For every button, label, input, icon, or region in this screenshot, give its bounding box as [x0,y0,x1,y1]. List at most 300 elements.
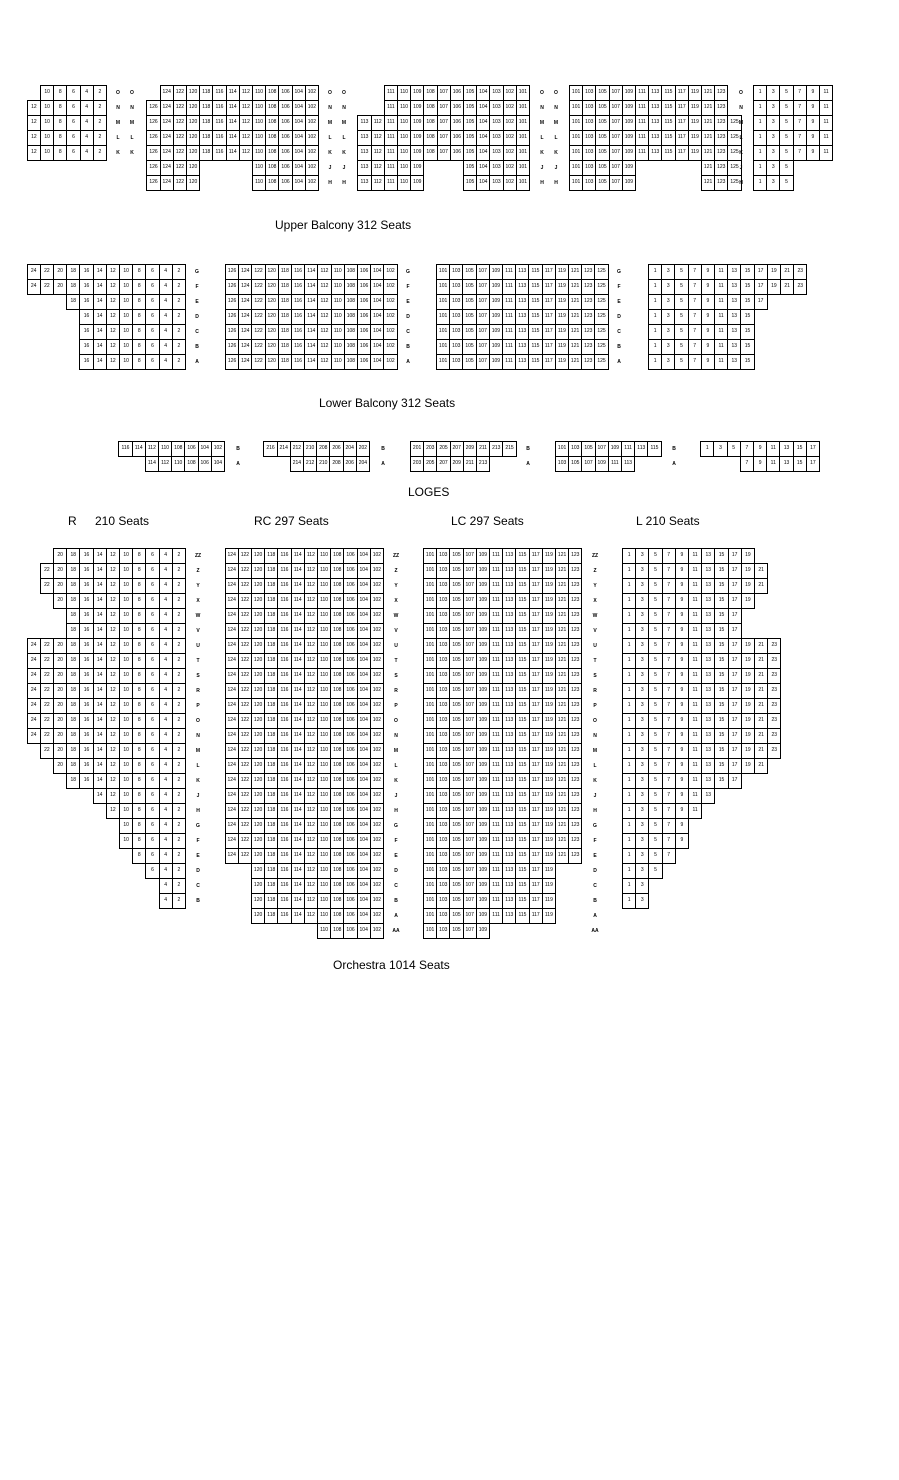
seat[interactable]: 105 [449,893,463,909]
seat[interactable]: 124 [225,593,239,609]
seat[interactable]: 13 [779,441,793,457]
seat[interactable]: 123 [714,85,728,101]
seat[interactable]: 124 [225,698,239,714]
seat[interactable]: 112 [239,100,253,116]
seat[interactable]: 21 [754,743,768,759]
seat[interactable]: 5 [648,548,662,564]
seat[interactable]: 120 [251,698,265,714]
seat[interactable]: 112 [304,893,318,909]
seat[interactable]: 119 [542,728,556,744]
seat[interactable]: 103 [568,441,582,457]
seat[interactable]: 111 [489,683,503,699]
seat[interactable]: 9 [675,758,689,774]
seat[interactable]: 3 [635,563,649,579]
seat[interactable]: 1 [622,878,636,894]
seat[interactable]: 117 [542,354,556,370]
seat[interactable]: 10 [40,85,54,101]
seat[interactable]: 101 [569,175,583,191]
seat[interactable]: 7 [662,638,676,654]
seat[interactable]: 104 [198,441,212,457]
seat[interactable]: 6 [145,563,159,579]
seat[interactable]: 111 [489,758,503,774]
seat[interactable]: 113 [648,145,662,161]
seat[interactable]: 108 [330,743,344,759]
seat[interactable]: 124 [160,115,174,131]
seat[interactable]: 110 [317,863,331,879]
seat[interactable]: 102 [370,788,384,804]
seat[interactable]: 4 [80,85,94,101]
seat[interactable]: 117 [675,115,689,131]
seat[interactable]: 117 [529,773,543,789]
seat[interactable]: 108 [330,608,344,624]
seat[interactable]: 101 [423,848,437,864]
seat[interactable]: 6 [145,264,159,280]
seat[interactable]: 105 [449,878,463,894]
seat[interactable]: 103 [436,653,450,669]
seat[interactable]: 106 [343,923,357,939]
seat[interactable]: 7 [662,683,676,699]
seat[interactable]: 114 [291,653,305,669]
seat[interactable]: 116 [212,145,226,161]
seat[interactable]: 101 [423,623,437,639]
seat[interactable]: 16 [79,279,93,295]
seat[interactable]: 6 [145,593,159,609]
seat[interactable]: 116 [118,441,132,457]
seat[interactable]: 105 [449,578,463,594]
seat[interactable]: 204 [343,441,357,457]
seat[interactable]: 8 [53,130,67,146]
seat[interactable]: 115 [515,653,529,669]
seat[interactable]: 109 [622,85,636,101]
seat[interactable]: 103 [582,145,596,161]
seat[interactable]: 103 [489,115,503,131]
seat[interactable]: 125 [594,294,608,310]
seat[interactable]: 102 [370,728,384,744]
seat[interactable]: 109 [476,743,490,759]
seat[interactable]: 4 [159,578,173,594]
seat[interactable]: 109 [476,833,490,849]
seat[interactable]: 1 [648,309,662,325]
seat[interactable]: 115 [515,623,529,639]
seat[interactable]: 6 [145,698,159,714]
seat[interactable]: 3 [635,818,649,834]
seat[interactable]: 17 [728,698,742,714]
seat[interactable]: 109 [622,115,636,131]
seat[interactable]: 115 [528,309,542,325]
seat[interactable]: 201 [410,441,424,457]
seat[interactable]: 105 [581,441,595,457]
seat[interactable]: 114 [291,788,305,804]
seat[interactable]: 103 [449,354,463,370]
seat[interactable]: 126 [146,175,160,191]
seat[interactable]: 117 [675,100,689,116]
seat[interactable]: 119 [688,145,702,161]
seat[interactable]: 105 [595,115,609,131]
seat[interactable]: 116 [277,848,291,864]
seat[interactable]: 122 [238,608,252,624]
seat[interactable]: 16 [79,758,93,774]
seat[interactable]: 103 [436,563,450,579]
seat[interactable]: 107 [463,683,477,699]
seat[interactable]: 111 [384,115,398,131]
seat[interactable]: 103 [436,668,450,684]
seat[interactable]: 117 [542,324,556,340]
seat[interactable]: 4 [159,848,173,864]
seat[interactable]: 8 [132,638,146,654]
seat[interactable]: 102 [211,441,225,457]
seat[interactable]: 123 [568,713,582,729]
seat[interactable]: 114 [291,608,305,624]
seat[interactable]: 19 [741,563,755,579]
seat[interactable]: 106 [278,100,292,116]
seat[interactable]: 113 [515,264,529,280]
seat[interactable]: 101 [569,160,583,176]
seat[interactable]: 14 [93,354,107,370]
seat[interactable]: 114 [291,908,305,924]
seat[interactable]: 110 [252,115,266,131]
seat[interactable]: 116 [277,893,291,909]
seat[interactable]: 104 [292,175,306,191]
seat[interactable]: 5 [779,145,793,161]
seat[interactable]: 120 [251,653,265,669]
seat[interactable]: 104 [357,713,371,729]
seat[interactable]: 119 [542,743,556,759]
seat[interactable]: 12 [106,354,120,370]
seat[interactable]: 117 [542,339,556,355]
seat[interactable]: 114 [291,848,305,864]
seat[interactable]: 108 [330,578,344,594]
seat[interactable]: 123 [568,578,582,594]
seat[interactable]: 110 [317,908,331,924]
seat[interactable]: 110 [317,698,331,714]
seat[interactable]: 102 [503,160,517,176]
seat[interactable]: 24 [27,713,41,729]
seat[interactable]: 108 [344,294,358,310]
seat[interactable]: 104 [370,264,384,280]
seat[interactable]: 7 [688,354,702,370]
seat[interactable]: 103 [436,863,450,879]
seat[interactable]: 5 [648,863,662,879]
seat[interactable]: 18 [66,578,80,594]
seat[interactable]: 8 [132,728,146,744]
seat[interactable]: 118 [264,818,278,834]
seat[interactable]: 102 [383,339,397,355]
seat[interactable]: 112 [304,593,318,609]
seat[interactable]: 113 [648,130,662,146]
seat[interactable]: 101 [423,923,437,939]
seat[interactable]: 114 [291,593,305,609]
seat[interactable]: 108 [330,758,344,774]
seat[interactable]: 10 [119,339,133,355]
seat[interactable]: 106 [343,683,357,699]
seat[interactable]: 109 [410,130,424,146]
seat[interactable]: 121 [568,324,582,340]
seat[interactable]: 114 [226,130,240,146]
seat[interactable]: 104 [476,175,490,191]
seat[interactable]: 9 [806,85,820,101]
seat[interactable]: 106 [343,698,357,714]
seat[interactable]: 105 [449,668,463,684]
seat[interactable]: 112 [317,324,331,340]
seat[interactable]: 111 [489,803,503,819]
seat[interactable]: 15 [714,608,728,624]
seat[interactable]: 3 [635,743,649,759]
seat[interactable]: 111 [384,175,398,191]
seat[interactable]: 12 [27,115,41,131]
seat[interactable]: 112 [317,354,331,370]
seat[interactable]: 122 [238,773,252,789]
seat[interactable]: 119 [542,653,556,669]
seat[interactable]: 108 [330,713,344,729]
seat[interactable]: 117 [529,878,543,894]
seat[interactable]: 6 [66,130,80,146]
seat[interactable]: 121 [555,713,569,729]
seat[interactable]: 2 [172,324,186,340]
seat[interactable]: 1 [622,818,636,834]
seat[interactable]: 101 [423,683,437,699]
seat[interactable]: 107 [609,160,623,176]
seat[interactable]: 104 [292,100,306,116]
seat[interactable]: 4 [159,668,173,684]
seat[interactable]: 105 [595,160,609,176]
seat[interactable]: 111 [384,130,398,146]
seat[interactable]: 12 [106,773,120,789]
seat[interactable]: 104 [292,85,306,101]
seat[interactable]: 107 [463,698,477,714]
seat[interactable]: 110 [397,100,411,116]
seat[interactable]: 3 [635,698,649,714]
seat[interactable]: 103 [449,324,463,340]
seat[interactable]: 107 [463,593,477,609]
seat[interactable]: 118 [264,713,278,729]
seat[interactable]: 104 [357,698,371,714]
seat[interactable]: 109 [476,623,490,639]
seat[interactable]: 1 [622,788,636,804]
seat[interactable]: 102 [370,863,384,879]
seat[interactable]: 111 [384,100,398,116]
seat[interactable]: 104 [370,309,384,325]
seat[interactable]: 106 [343,908,357,924]
seat[interactable]: 126 [225,339,239,355]
seat[interactable]: 22 [40,683,54,699]
seat[interactable]: 101 [436,309,450,325]
seat[interactable]: 118 [264,653,278,669]
seat[interactable]: 3 [635,803,649,819]
seat[interactable]: 15 [714,578,728,594]
seat[interactable]: 110 [397,130,411,146]
seat[interactable]: 125 [727,160,741,176]
seat[interactable]: 119 [555,264,569,280]
seat[interactable]: 123 [581,339,595,355]
seat[interactable]: 113 [502,743,516,759]
seat[interactable]: 122 [251,294,265,310]
seat[interactable]: 5 [779,175,793,191]
seat[interactable]: 122 [173,130,187,146]
seat[interactable]: 4 [159,638,173,654]
seat[interactable]: 109 [476,638,490,654]
seat[interactable]: 2 [172,638,186,654]
seat[interactable]: 105 [449,788,463,804]
seat[interactable]: 102 [503,175,517,191]
seat[interactable]: 107 [463,788,477,804]
seat[interactable]: 102 [370,713,384,729]
seat[interactable]: 110 [317,893,331,909]
seat[interactable]: 118 [264,638,278,654]
seat[interactable]: 104 [357,908,371,924]
seat[interactable]: 103 [449,264,463,280]
seat[interactable]: 114 [291,623,305,639]
seat[interactable]: 5 [648,638,662,654]
seat[interactable]: 105 [462,354,476,370]
seat[interactable]: 14 [93,339,107,355]
seat[interactable]: 121 [555,563,569,579]
seat[interactable]: 102 [383,294,397,310]
seat[interactable]: 111 [489,698,503,714]
seat[interactable]: 11 [714,339,728,355]
seat[interactable]: 102 [305,145,319,161]
seat[interactable]: 102 [370,908,384,924]
seat[interactable]: 105 [462,264,476,280]
seat[interactable]: 15 [740,324,754,340]
seat[interactable]: 1 [648,354,662,370]
seat[interactable]: 120 [186,100,200,116]
seat[interactable]: 125 [594,309,608,325]
seat[interactable]: 14 [93,773,107,789]
seat[interactable]: 120 [265,324,279,340]
seat[interactable]: 23 [793,279,807,295]
seat[interactable]: 117 [529,638,543,654]
seat[interactable]: 4 [159,623,173,639]
seat[interactable]: 107 [463,623,477,639]
seat[interactable]: 114 [291,818,305,834]
seat[interactable]: 108 [265,145,279,161]
seat[interactable]: 108 [265,100,279,116]
seat[interactable]: 13 [727,294,741,310]
seat[interactable]: 114 [304,324,318,340]
seat[interactable]: 107 [463,773,477,789]
seat[interactable]: 121 [555,698,569,714]
seat[interactable]: 107 [463,878,477,894]
seat[interactable]: 215 [502,441,516,457]
seat[interactable]: 122 [173,100,187,116]
seat[interactable]: 117 [529,743,543,759]
seat[interactable]: 9 [675,803,689,819]
seat[interactable]: 107 [463,608,477,624]
seat[interactable]: 102 [370,818,384,834]
seat[interactable]: 101 [423,653,437,669]
seat[interactable]: 122 [238,758,252,774]
seat[interactable]: 118 [278,279,292,295]
seat[interactable]: 102 [370,653,384,669]
seat[interactable]: 118 [278,354,292,370]
seat[interactable]: 5 [779,85,793,101]
seat[interactable]: 9 [675,563,689,579]
seat[interactable]: 123 [568,653,582,669]
seat[interactable]: 7 [662,788,676,804]
seat[interactable]: 9 [753,441,767,457]
seat[interactable]: 116 [277,548,291,564]
seat[interactable]: 107 [476,309,490,325]
seat[interactable]: 17 [728,773,742,789]
seat[interactable]: 122 [238,593,252,609]
seat[interactable]: 123 [581,264,595,280]
seat[interactable]: 12 [106,758,120,774]
seat[interactable]: 22 [40,563,54,579]
seat[interactable]: 14 [93,683,107,699]
seat[interactable]: 106 [450,115,464,131]
seat[interactable]: 3 [661,354,675,370]
seat[interactable]: 103 [582,115,596,131]
seat[interactable]: 118 [264,683,278,699]
seat[interactable]: 112 [304,638,318,654]
seat[interactable]: 124 [238,279,252,295]
seat[interactable]: 106 [343,638,357,654]
seat[interactable]: 116 [277,668,291,684]
seat[interactable]: 106 [450,100,464,116]
seat[interactable]: 5 [648,833,662,849]
seat[interactable]: 110 [252,145,266,161]
seat[interactable]: 114 [304,279,318,295]
seat[interactable]: 108 [330,548,344,564]
seat[interactable]: 121 [555,788,569,804]
seat[interactable]: 11 [714,354,728,370]
seat[interactable]: 1 [622,683,636,699]
seat[interactable]: 109 [476,818,490,834]
seat[interactable]: 6 [145,848,159,864]
seat[interactable]: 109 [489,324,503,340]
seat[interactable]: 111 [489,623,503,639]
seat[interactable]: 1 [622,893,636,909]
seat[interactable]: 13 [727,309,741,325]
seat[interactable]: 117 [529,863,543,879]
seat[interactable]: 5 [779,115,793,131]
seat[interactable]: 13 [701,713,715,729]
seat[interactable]: 125 [594,279,608,295]
seat[interactable]: 5 [648,683,662,699]
seat[interactable]: 120 [251,818,265,834]
seat[interactable]: 16 [79,698,93,714]
seat[interactable]: 17 [754,279,768,295]
seat[interactable]: 5 [648,653,662,669]
seat[interactable]: 7 [688,294,702,310]
seat[interactable]: 7 [662,833,676,849]
seat[interactable]: 108 [423,85,437,101]
seat[interactable]: 126 [146,130,160,146]
seat[interactable]: 110 [158,441,172,457]
seat[interactable]: 11 [714,264,728,280]
seat[interactable]: 104 [357,683,371,699]
seat[interactable]: 114 [291,578,305,594]
seat[interactable]: 116 [291,294,305,310]
seat[interactable]: 119 [542,773,556,789]
seat[interactable]: 7 [688,264,702,280]
seat[interactable]: 112 [371,160,385,176]
seat[interactable]: 19 [741,683,755,699]
seat[interactable]: 123 [568,833,582,849]
seat[interactable]: 21 [754,683,768,699]
seat[interactable]: 123 [581,354,595,370]
seat[interactable]: 5 [727,441,741,457]
seat[interactable]: 107 [476,354,490,370]
seat[interactable]: 124 [225,638,239,654]
seat[interactable]: 7 [662,623,676,639]
seat[interactable]: 112 [304,653,318,669]
seat[interactable]: 119 [542,818,556,834]
seat[interactable]: 117 [529,623,543,639]
seat[interactable]: 12 [106,593,120,609]
seat[interactable]: 121 [555,548,569,564]
seat[interactable]: 106 [343,653,357,669]
